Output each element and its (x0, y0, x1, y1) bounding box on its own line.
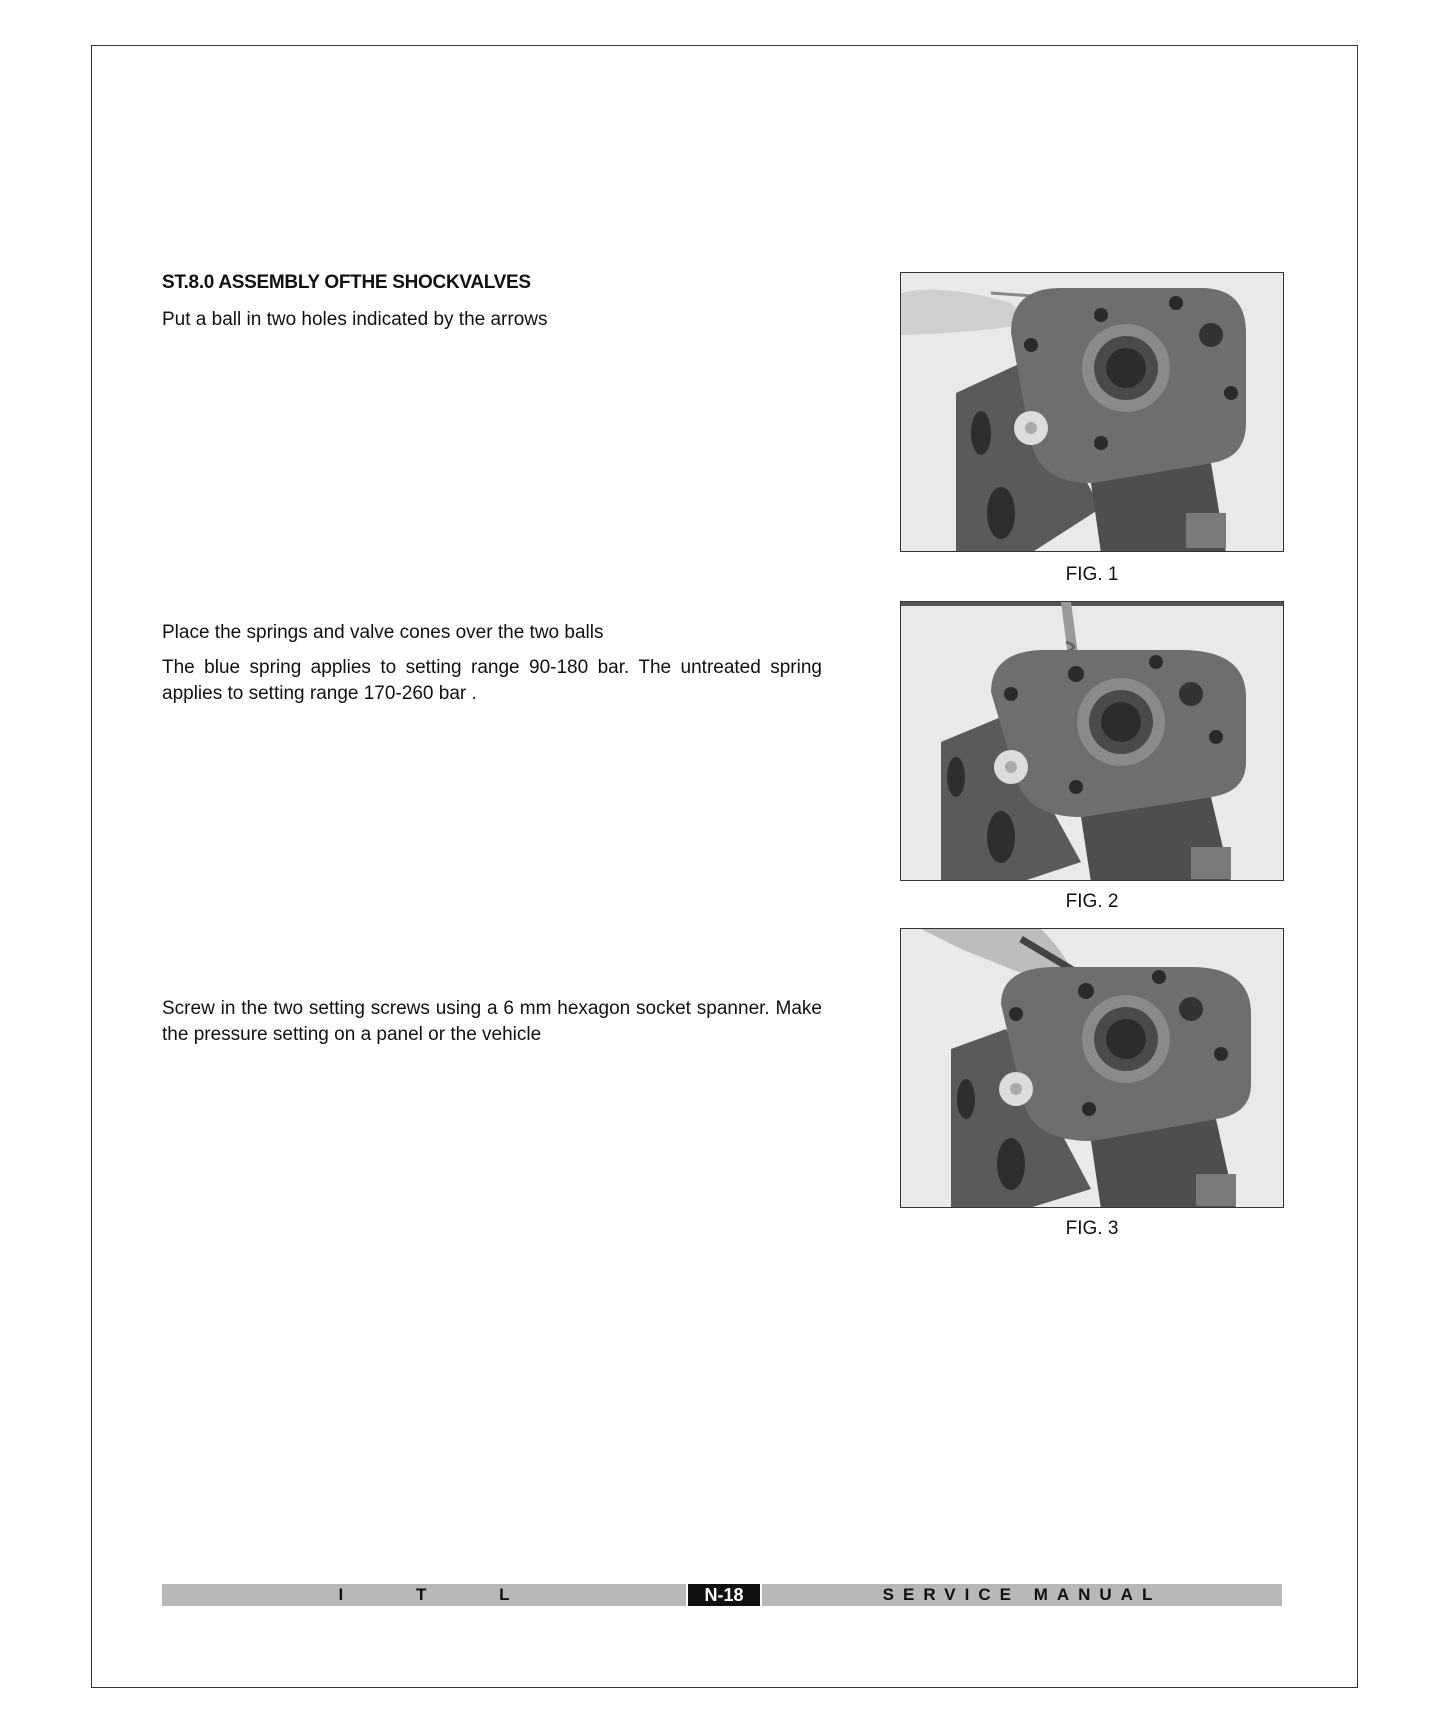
figure-3-caption: FIG. 3 (1065, 1218, 1119, 1239)
step-1-text: Put a ball in two holes indicated by the arrows (162, 309, 548, 330)
step-2-text: Place the springs and valve cones over the two balls (162, 622, 604, 643)
figure-2-photo (900, 601, 1284, 881)
figure-1-caption: FIG. 1 (1065, 564, 1119, 585)
figure-1-photo (900, 272, 1284, 552)
page-number: N-18 (688, 1584, 760, 1606)
figure-2-caption: FIG. 2 (1065, 891, 1119, 912)
step-2-detail: The blue spring applies to setting range 90-180 bar. The untreated spring applies to setting range 170-260 bar . (162, 657, 822, 704)
section-heading: ST.8.0 ASSEMBLY OFTHE SHOCKVALVES (162, 272, 531, 293)
figure-3-photo (900, 928, 1284, 1208)
page-footer (162, 1584, 1282, 1606)
footer-title: SERVICE MANUAL (882, 1585, 1162, 1604)
step-3-text: Screw in the two setting screws using a 6 mm hexagon socket spanner. Make the pressure setting on a panel or the vehicle (162, 998, 822, 1045)
footer-brand: I T L (338, 1585, 544, 1604)
